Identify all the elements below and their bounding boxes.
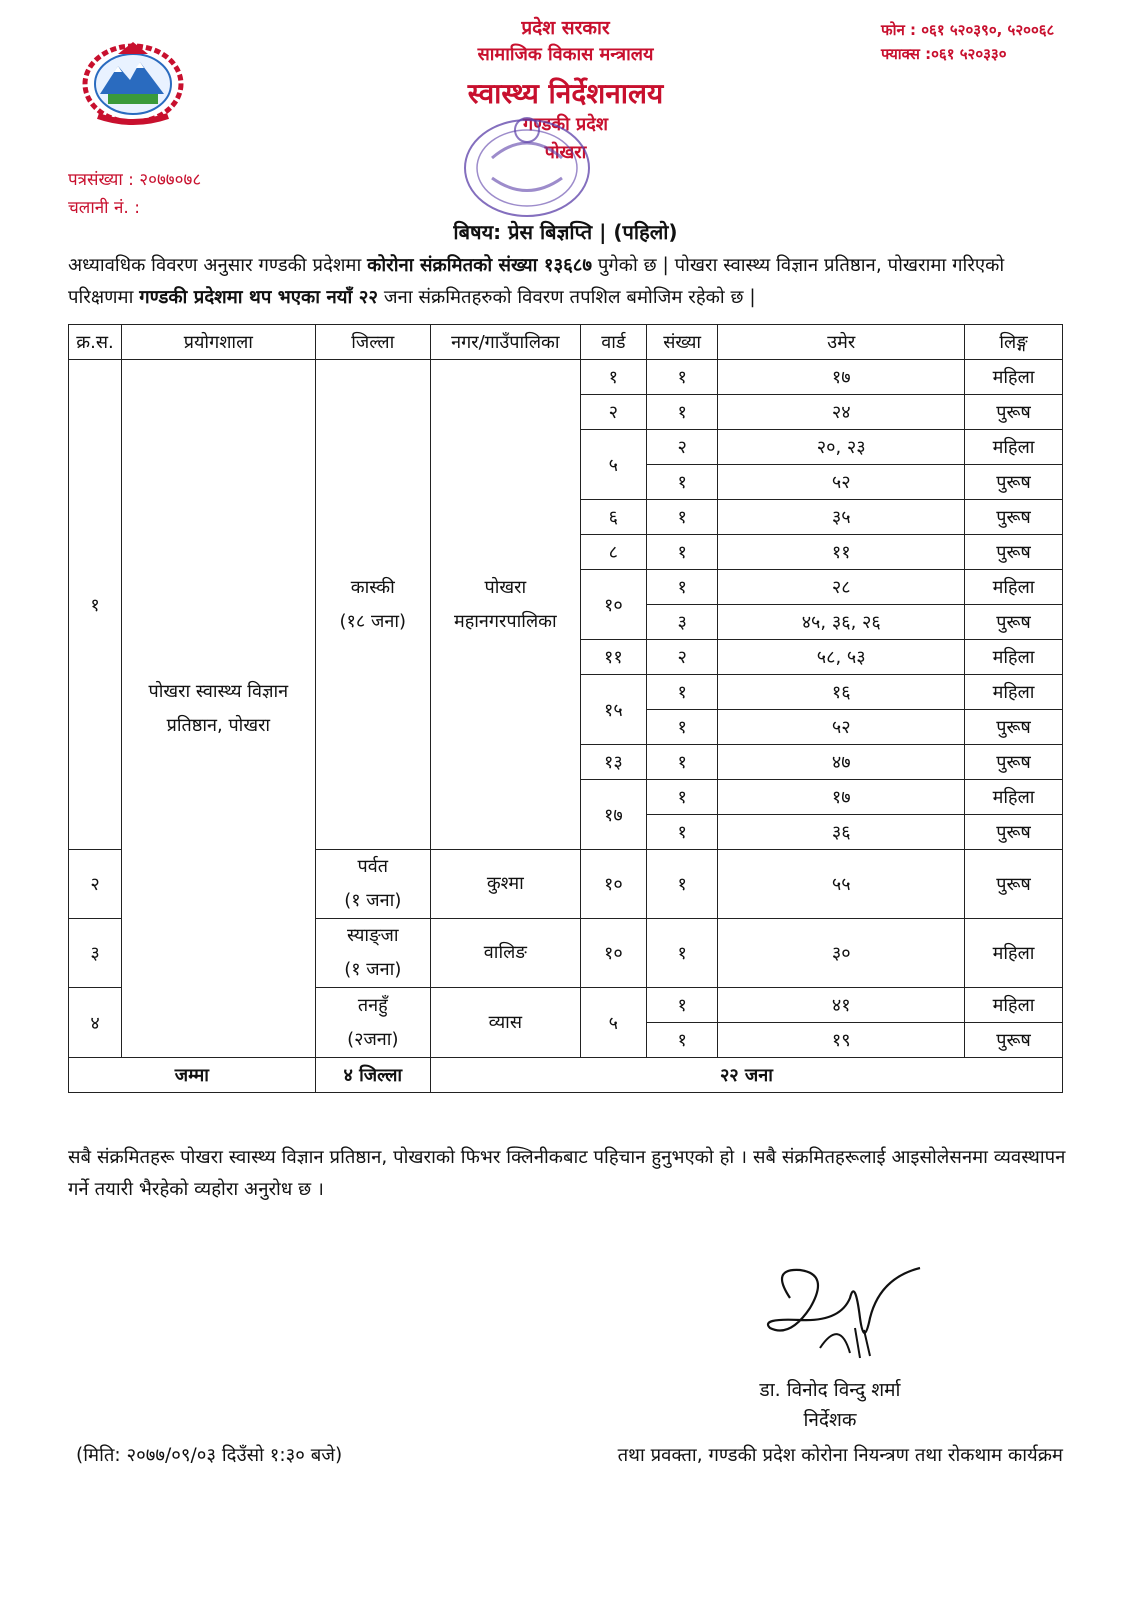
- district-count: (१ जना): [344, 890, 402, 911]
- header-province: गण्डकी प्रदेश: [522, 114, 609, 135]
- sex-cell: पुरूष: [965, 1023, 1063, 1058]
- age-cell: ५२: [718, 465, 965, 500]
- count-cell: १: [647, 500, 718, 535]
- municipality-cell: व्यास: [430, 988, 580, 1058]
- count-cell: १: [647, 919, 718, 988]
- column-header: लिङ्ग: [965, 325, 1063, 360]
- fax-text: फ्याक्स :०६१ ५२०३३०: [881, 45, 1007, 63]
- ward-cell: १०: [580, 570, 646, 640]
- table-header: [69, 325, 1063, 360]
- age-cell: २८: [718, 570, 965, 605]
- district-name: पर्वत: [357, 856, 389, 877]
- phone-text: फोन : ०६१ ५२०३९०, ५२००६८: [881, 21, 1055, 39]
- column-header: वार्ड: [580, 325, 646, 360]
- municipality-cell: कुश्मा: [430, 850, 580, 919]
- district-count: (२जना): [347, 1028, 399, 1050]
- total-people: २२ जना: [430, 1058, 1062, 1093]
- issue-date: (मिति: २०७७/०९/०३ दिउँसो १:३० बजे): [76, 1445, 343, 1466]
- district-cell: [315, 988, 430, 1058]
- serial-cell: ४: [69, 988, 122, 1058]
- ward-cell: २: [580, 395, 646, 430]
- district-cell: [315, 360, 430, 850]
- table-row: [69, 360, 1063, 395]
- district-count: (१८ जना): [339, 610, 407, 632]
- age-cell: १९: [718, 1023, 965, 1058]
- ward-cell: १०: [580, 850, 646, 919]
- count-cell: १: [647, 815, 718, 850]
- total-row: [69, 1058, 1063, 1093]
- age-cell: १७: [718, 360, 965, 395]
- sex-cell: पुरूष: [965, 465, 1063, 500]
- age-cell: १७: [718, 780, 965, 815]
- age-cell: ४५, ३६, २६: [718, 605, 965, 640]
- sex-cell: पुरूष: [965, 710, 1063, 745]
- age-cell: ३५: [718, 500, 965, 535]
- age-cell: ११: [718, 535, 965, 570]
- sex-cell: महिला: [965, 919, 1063, 988]
- sex-cell: महिला: [965, 640, 1063, 675]
- age-cell: ५८, ५३: [718, 640, 965, 675]
- office-stamp-icon: [452, 108, 602, 228]
- count-cell: ३: [647, 605, 718, 640]
- count-cell: १: [647, 988, 718, 1023]
- header-ministry: सामाजिक विकास मन्त्रालय: [477, 44, 654, 65]
- signatory-role: तथा प्रवक्ता, गण्डकी प्रदेश कोरोना नियन्त्रण तथा रोकथाम कार्यक्रम: [617, 1445, 1063, 1466]
- intro-bold2: गण्डकी प्रदेशमा थप भएका नयाँ २२: [139, 287, 378, 308]
- sex-cell: पुरूष: [965, 535, 1063, 570]
- municipality-cell: पोखरा महानगरपालिका: [430, 360, 580, 850]
- sex-cell: पुरूष: [965, 745, 1063, 780]
- dispatch-number: चलानी नं. :: [68, 198, 140, 218]
- count-cell: १: [647, 360, 718, 395]
- intro-part2: पुगेको छ | पोखरा स्वास्थ्य विज्ञान प्रतिष्ठान, पोखरामा गरिएको परिक्षणमा: [68, 255, 1005, 308]
- sex-cell: महिला: [965, 430, 1063, 465]
- intro-paragraph: [68, 250, 1068, 314]
- sex-cell: महिला: [965, 360, 1063, 395]
- total-districts: ४ जिल्ला: [315, 1058, 430, 1093]
- signatory-name: डा. विनोद विन्दु शर्मा: [759, 1379, 901, 1401]
- count-cell: १: [647, 1023, 718, 1058]
- count-cell: १: [647, 675, 718, 710]
- ward-cell: १: [580, 360, 646, 395]
- ward-cell: १७: [580, 780, 646, 850]
- ward-cell: १०: [580, 919, 646, 988]
- sex-cell: महिला: [965, 675, 1063, 710]
- district-cell: [315, 850, 430, 919]
- count-cell: १: [647, 850, 718, 919]
- total-label: जम्मा: [69, 1058, 316, 1093]
- ward-cell: ५: [580, 430, 646, 500]
- district-count: (१ जना): [344, 959, 402, 980]
- signatory-title: निर्देशक: [803, 1409, 857, 1431]
- age-cell: ३६: [718, 815, 965, 850]
- header-city: पोखरा: [544, 142, 587, 163]
- reference-block: [68, 166, 201, 222]
- column-header: नगर/गाउँपालिका: [430, 325, 580, 360]
- subject-line: बिषय: प्रेस बिज्ञप्ति | (पहिलो): [453, 220, 678, 244]
- cases-table: [68, 324, 1063, 1093]
- intro-bold1: कोरोना संक्रमितको संख्या १३६८७: [367, 255, 592, 276]
- table-body: [69, 360, 1063, 1093]
- age-cell: ५५: [718, 850, 965, 919]
- header-row: [69, 325, 1063, 360]
- district-name: तनहुँ: [357, 994, 388, 1016]
- ward-cell: ८: [580, 535, 646, 570]
- serial-cell: १: [69, 360, 122, 850]
- ward-cell: ६: [580, 500, 646, 535]
- ward-cell: १५: [580, 675, 646, 745]
- column-header: क्र.स.: [69, 325, 122, 360]
- column-header: उमेर: [718, 325, 965, 360]
- sex-cell: पुरूष: [965, 815, 1063, 850]
- ward-cell: ५: [580, 988, 646, 1058]
- count-cell: १: [647, 395, 718, 430]
- age-cell: ४७: [718, 745, 965, 780]
- sex-cell: महिला: [965, 780, 1063, 815]
- closing-paragraph: सबै संक्रमितहरू पोखरा स्वास्थ्य विज्ञान प्रतिष्ठान, पोखराको फिभर क्लिनीकबाट पहिचान हुनुभएको हो । सबै संक्रमितहरूलाई आइसोलेसनमा व्यवस्थापन गर्ने तयारी भैरहेको व्यहोरा अनुरोध छ ।: [68, 1147, 1066, 1200]
- column-header: प्रयोगशाला: [122, 325, 316, 360]
- count-cell: १: [647, 535, 718, 570]
- intro-part1: अध्यावधिक विवरण अनुसार गण्डकी प्रदेशमा: [68, 255, 368, 276]
- column-header: संख्या: [647, 325, 718, 360]
- ward-cell: १३: [580, 745, 646, 780]
- column-header: जिल्ला: [315, 325, 430, 360]
- ward-cell: ११: [580, 640, 646, 675]
- sex-cell: महिला: [965, 988, 1063, 1023]
- district-cell: [315, 919, 430, 988]
- contact-info: [881, 18, 1091, 66]
- sex-cell: पुरूष: [965, 605, 1063, 640]
- header-directorate: स्वास्थ्य निर्देशनालय: [467, 77, 664, 110]
- count-cell: १: [647, 780, 718, 815]
- sex-cell: पुरूष: [965, 850, 1063, 919]
- count-cell: २: [647, 640, 718, 675]
- count-cell: १: [647, 570, 718, 605]
- count-cell: १: [647, 745, 718, 780]
- count-cell: २: [647, 430, 718, 465]
- age-cell: ५२: [718, 710, 965, 745]
- header-govt: प्रदेश सरकार: [521, 17, 610, 39]
- age-cell: ३०: [718, 919, 965, 988]
- age-cell: २४: [718, 395, 965, 430]
- lab-cell: पोखरा स्वास्थ्य विज्ञान प्रतिष्ठान, पोखरा: [122, 360, 316, 1058]
- age-cell: २०, २३: [718, 430, 965, 465]
- count-cell: १: [647, 710, 718, 745]
- intro-part3: जना संक्रमितहरुको विवरण तपशिल बमोजिम रहेको छ |: [377, 287, 756, 308]
- district-name: कास्की: [350, 576, 395, 598]
- count-cell: १: [647, 465, 718, 500]
- municipality-cell: वालिङ: [430, 919, 580, 988]
- age-cell: ४१: [718, 988, 965, 1023]
- sex-cell: पुरूष: [965, 395, 1063, 430]
- serial-cell: २: [69, 850, 122, 919]
- age-cell: १६: [718, 675, 965, 710]
- signature-icon: [760, 1258, 930, 1378]
- sex-cell: पुरूष: [965, 500, 1063, 535]
- district-name: स्याङ्जा: [346, 925, 399, 946]
- ref-number: पत्रसंख्या : २०७७०७८: [68, 170, 202, 190]
- sex-cell: महिला: [965, 570, 1063, 605]
- serial-cell: ३: [69, 919, 122, 988]
